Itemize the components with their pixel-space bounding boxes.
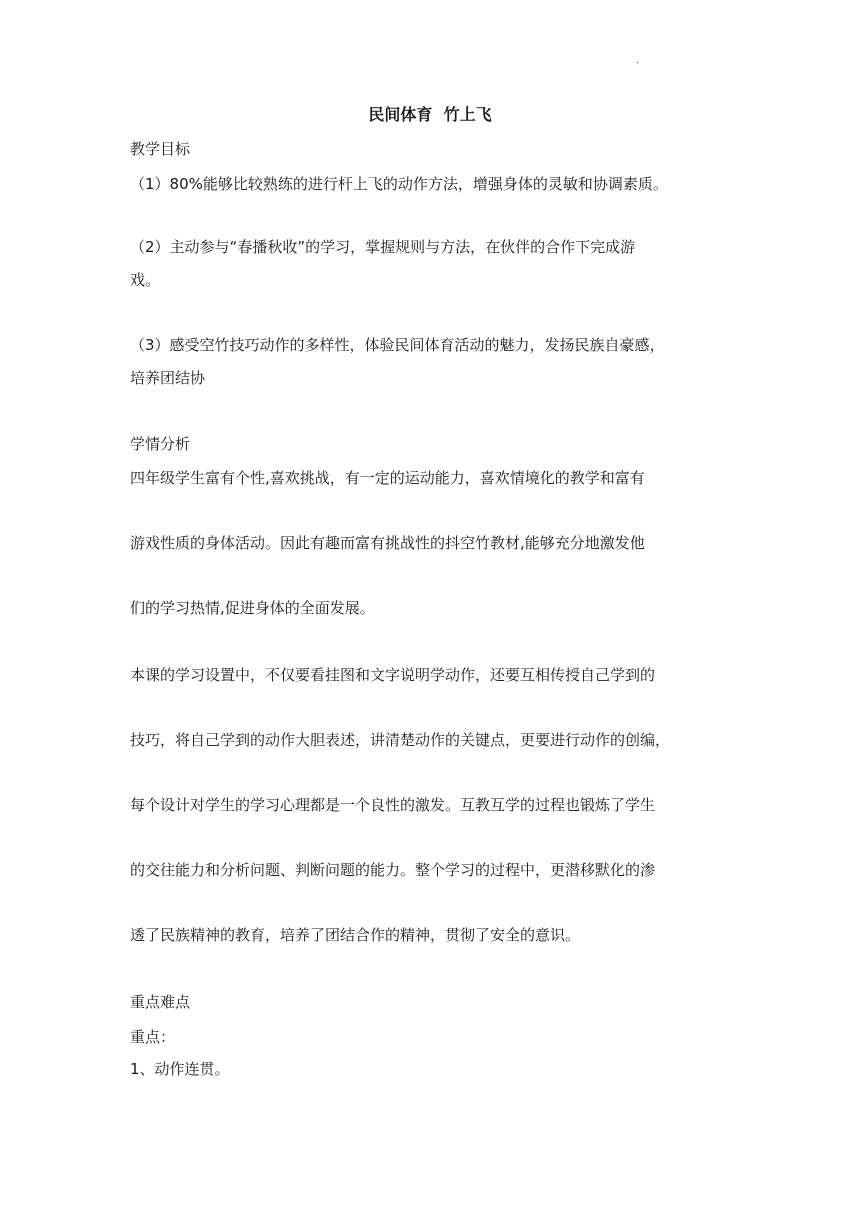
- analysis-paragraph-2-line-5: 透了民族精神的教育，培养了团结合作的精神，贯彻了安全的意识。: [130, 926, 581, 944]
- key-point-item-1: 1、动作连贯。: [130, 1060, 230, 1078]
- analysis-paragraph-1-line-1: 四年级学生富有个性,喜欢挑战，有一定的运动能力，喜欢情境化的教学和富有: [130, 469, 645, 487]
- analysis-paragraph-2-line-1: 本课的学习设置中，不仅要看挂图和文字说明学动作，还要互相传授自己学到的: [130, 666, 656, 684]
- objective-item-3-line-1: （3）感受空竹技巧动作的多样性，体验民间体育活动的魅力，发扬民族自豪感，: [130, 336, 665, 354]
- objective-item-3-line-2: 培养团结协: [130, 369, 206, 387]
- analysis-paragraph-2-line-2: 技巧，将自己学到的动作大胆表述，讲清楚动作的关键点，更要进行动作的创编，: [130, 731, 671, 749]
- analysis-paragraph-1-line-2: 游戏性质的身体活动。因此有趣而富有挑战性的抖空竹教材,能够充分地激发他: [130, 534, 645, 552]
- key-points-sub-heading: 重点：: [130, 1028, 176, 1046]
- objective-item-1: （1）80%能够比较熟练的进行杆上飞的动作方法，增强身体的灵敏和协调素质。: [130, 175, 668, 193]
- header-mark: .: [636, 55, 640, 66]
- objectives-heading: 教学目标: [130, 140, 191, 158]
- document-title: 民间体育 竹上飞: [368, 105, 492, 124]
- analysis-paragraph-2-line-3: 每个设计对学生的学习心理都是一个良性的激发。互教互学的过程也锻炼了学生: [130, 796, 656, 814]
- analysis-heading: 学情分析: [130, 435, 191, 453]
- key-points-heading: 重点难点: [130, 993, 191, 1011]
- objective-item-2-line-1: （2）主动参与“春播秋收”的学习，掌握规则与方法，在伙伴的合作下完成游: [130, 238, 636, 256]
- analysis-paragraph-2-line-4: 的交往能力和分析问题、判断问题的能力。整个学习的过程中，更潜移默化的渗: [130, 861, 656, 879]
- analysis-paragraph-1-line-3: 们的学习热情,促进身体的全面发展。: [130, 599, 375, 617]
- objective-item-2-line-2: 戏。: [130, 271, 161, 289]
